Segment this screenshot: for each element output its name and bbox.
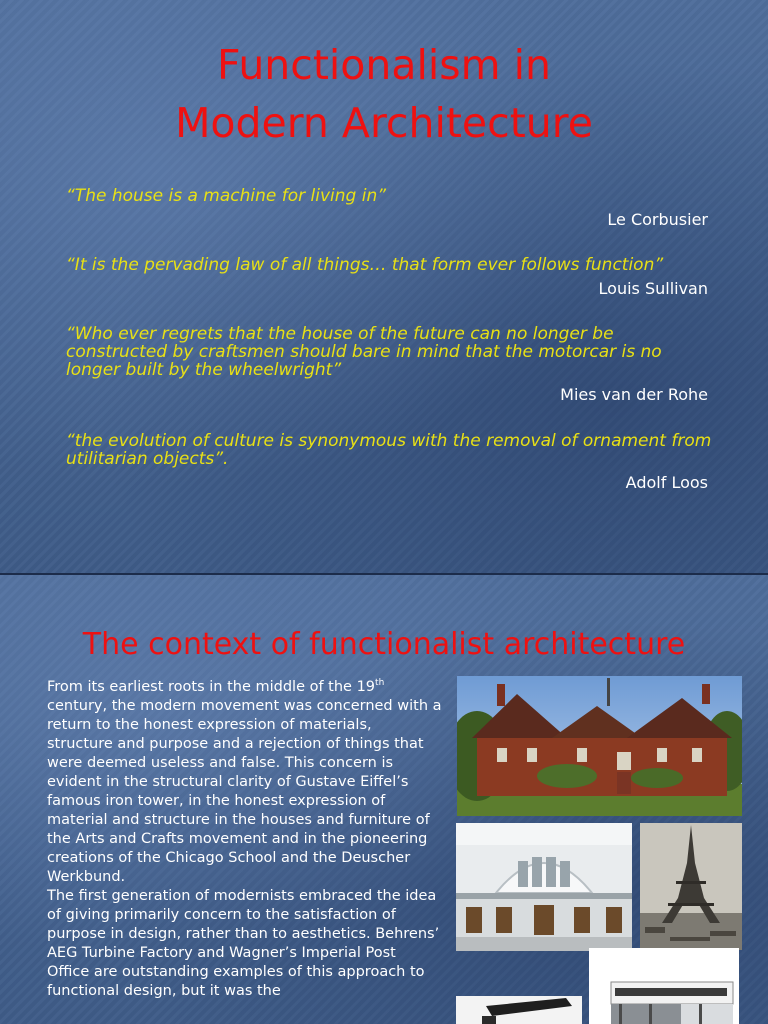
body-paragraph-2: The first generation of modernists embraced the idea of giving primarily concern to the satisfaction of purpose in design, rather than to aesthetics. Behrens’ AEG Turbine Factory and Wagner’s Imperial Post Office are outstanding examples of this approach to functional design, but it was the — [47, 888, 440, 999]
post-office-photo — [456, 823, 632, 951]
body-paragraph-1 — [47, 678, 442, 887]
quote-louis-sullivan: “It is the pervading law of all things… that form ever follows function” — [66, 255, 664, 275]
title-line-1: Functionalism in — [216, 41, 551, 89]
quote-adolf-loos: “the evolution of culture is synonymous with the removal of ornament from utilitarian objects”. — [66, 431, 712, 469]
superscript-th: th — [375, 678, 385, 689]
chair-photo — [456, 996, 582, 1024]
villa-savoye-photo — [589, 948, 739, 1024]
quote-le-corbusier: “The house is a machine for living in” — [66, 186, 387, 206]
title-line-2: Modern Architecture — [175, 99, 593, 147]
author-adolf-loos: Adolf Loos — [625, 473, 708, 492]
author-mies-van-der-rohe: Mies van der Rohe — [560, 385, 708, 404]
author-louis-sullivan: Louis Sullivan — [598, 279, 708, 298]
eiffel-tower-photo — [640, 823, 742, 950]
body-text-part: From its earliest roots in the middle of the 19 — [47, 679, 376, 695]
slide-title: The context of functionalist architecture — [82, 627, 686, 662]
body-text-part: century, the modern movement was concerned with a return to the honest expression of materials, structure and purpose and a rejection of things that were deemed useless and false. This concern is evident in the structural clarity of Gustave Eiffel’s famous iron tower, in the honest expression of material and structure in the houses and furniture of the Arts and Crafts movement and in the pioneering creations of the Chicago School and the Deuscher Werkbund. — [47, 698, 442, 885]
author-le-corbusier: Le Corbusier — [607, 210, 708, 229]
body-text — [47, 678, 442, 1001]
red-house-photo — [457, 676, 742, 816]
quote-mies-van-der-rohe: “Who ever regrets that the house of the future can no longer be constructed by craftsmen should bare in mind that the motorcar is no longer built by the wheelwright” — [66, 324, 662, 380]
slide-title — [0, 36, 768, 152]
slide-context-functionalist — [0, 575, 768, 1024]
